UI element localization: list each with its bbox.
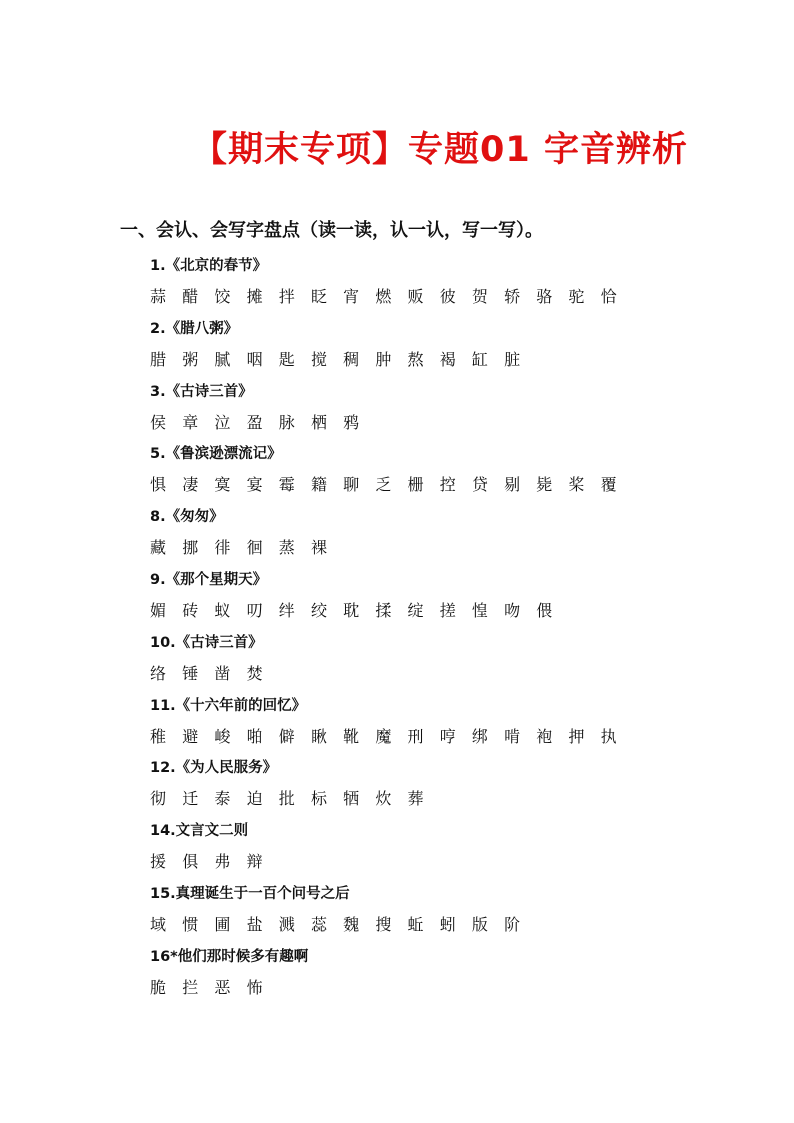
vocabulary-character: 熬 xyxy=(407,349,424,369)
vocabulary-character: 揉 xyxy=(375,600,392,620)
vocabulary-character: 避 xyxy=(182,726,199,746)
vocabulary-character: 绑 xyxy=(471,726,488,746)
vocabulary-character: 版 xyxy=(471,914,488,934)
lesson-block xyxy=(150,252,710,315)
vocabulary-character: 脏 xyxy=(504,349,521,369)
vocabulary-character: 乏 xyxy=(375,475,392,495)
vocabulary-character: 炊 xyxy=(375,789,392,809)
character-row xyxy=(150,343,710,377)
vocabulary-character: 蒸 xyxy=(278,538,295,558)
vocabulary-character: 峻 xyxy=(214,726,231,746)
vocabulary-character: 僻 xyxy=(278,726,295,746)
vocabulary-character: 啪 xyxy=(246,726,263,746)
vocabulary-character: 搅 xyxy=(310,349,327,369)
vocabulary-character: 徘 xyxy=(214,538,231,558)
vocabulary-character: 圃 xyxy=(214,914,231,934)
vocabulary-character: 搓 xyxy=(439,600,456,620)
vocabulary-character: 肿 xyxy=(375,349,392,369)
vocabulary-character: 轿 xyxy=(504,287,521,306)
lesson-title: 15.真理诞生于一百个问号之后 xyxy=(150,885,350,902)
vocabulary-character: 啃 xyxy=(504,726,521,746)
vocabulary-character: 俱 xyxy=(182,852,199,872)
lesson-title: 3.《古诗三首》 xyxy=(150,383,253,400)
lesson-title: 16*他们那时候多有趣啊 xyxy=(150,948,309,965)
vocabulary-character: 籍 xyxy=(310,475,327,495)
vocabulary-character: 粥 xyxy=(182,349,199,369)
character-row xyxy=(150,280,710,314)
vocabulary-character: 稠 xyxy=(343,349,360,369)
character-row xyxy=(150,594,710,628)
lesson-block xyxy=(150,315,710,378)
vocabulary-character: 盈 xyxy=(246,412,263,432)
lesson-block xyxy=(150,378,710,441)
character-row xyxy=(150,406,710,440)
vocabulary-character: 眨 xyxy=(310,287,327,306)
vocabulary-character: 盐 xyxy=(246,914,263,934)
vocabulary-character: 靴 xyxy=(343,726,360,746)
vocabulary-character: 贩 xyxy=(407,287,424,306)
vocabulary-character: 络 xyxy=(150,663,167,683)
page-title xyxy=(0,122,794,172)
character-row xyxy=(150,720,710,754)
vocabulary-character: 脆 xyxy=(150,977,167,997)
vocabulary-character: 阶 xyxy=(504,914,521,934)
vocabulary-character: 褐 xyxy=(439,349,456,369)
vocabulary-character: 骆 xyxy=(536,287,553,306)
lesson-title: 14.文言文二则 xyxy=(150,823,249,840)
vocabulary-character: 泣 xyxy=(214,412,231,432)
lesson-block xyxy=(150,629,710,692)
vocabulary-character: 惯 xyxy=(182,914,199,934)
lesson-block xyxy=(150,817,710,880)
character-row xyxy=(150,845,710,879)
lesson-block xyxy=(150,566,710,629)
vocabulary-character: 拌 xyxy=(278,287,295,306)
vocabulary-character: 蒜 xyxy=(150,287,167,306)
vocabulary-character: 挪 xyxy=(182,538,199,558)
vocabulary-character: 栅 xyxy=(407,475,424,495)
page-title-text: 【期末专项】专题01 字音辨析 xyxy=(192,130,688,170)
vocabulary-character: 缸 xyxy=(471,349,488,369)
vocabulary-character: 凿 xyxy=(214,663,231,683)
vocabulary-character: 魏 xyxy=(343,914,360,934)
vocabulary-character: 醋 xyxy=(182,287,199,306)
vocabulary-character: 章 xyxy=(182,412,199,432)
vocabulary-character: 耽 xyxy=(343,600,360,620)
character-row xyxy=(150,971,710,1005)
character-row xyxy=(150,468,710,502)
vocabulary-character: 燃 xyxy=(375,287,392,306)
vocabulary-character: 驼 xyxy=(568,287,585,306)
vocabulary-character: 霉 xyxy=(278,475,295,495)
vocabulary-character: 拦 xyxy=(182,977,199,997)
vocabulary-character: 牺 xyxy=(343,789,360,809)
vocabulary-character: 绽 xyxy=(407,600,424,620)
vocabulary-character: 援 xyxy=(150,852,167,872)
vocabulary-character: 蚓 xyxy=(439,914,456,934)
lesson-title: 10.《古诗三首》 xyxy=(150,634,263,651)
section-heading: 一、会认、会写字盘点（读一读，认一认，写一写）。 xyxy=(120,220,543,241)
vocabulary-character: 锤 xyxy=(182,663,199,683)
lesson-title: 1.《北京的春节》 xyxy=(150,258,268,274)
vocabulary-character: 覆 xyxy=(600,475,617,495)
vocabulary-character: 绊 xyxy=(278,600,295,620)
lesson-block xyxy=(150,503,710,566)
vocabulary-character: 刑 xyxy=(407,726,424,746)
character-row xyxy=(150,531,710,565)
vocabulary-character: 裸 xyxy=(310,538,327,558)
lesson-block xyxy=(150,943,710,1006)
vocabulary-character: 执 xyxy=(600,726,617,746)
vocabulary-character: 蕊 xyxy=(310,914,327,934)
vocabulary-character: 贺 xyxy=(471,287,488,306)
vocabulary-character: 摊 xyxy=(246,287,263,306)
lesson-block xyxy=(150,692,710,755)
vocabulary-character: 偎 xyxy=(536,600,553,620)
lesson-title: 2.《腊八粥》 xyxy=(150,320,239,337)
vocabulary-character: 葬 xyxy=(407,789,424,809)
vocabulary-character: 袍 xyxy=(536,726,553,746)
vocabulary-character: 控 xyxy=(439,475,456,495)
lesson-list xyxy=(150,252,710,1006)
vocabulary-character: 域 xyxy=(150,914,167,934)
lesson-title: 12.《为人民服务》 xyxy=(150,760,278,777)
vocabulary-character: 哼 xyxy=(439,726,456,746)
vocabulary-character: 媚 xyxy=(150,600,167,620)
vocabulary-character: 徊 xyxy=(246,538,263,558)
vocabulary-character: 瞅 xyxy=(310,726,327,746)
vocabulary-character: 毙 xyxy=(536,475,553,495)
vocabulary-character: 标 xyxy=(310,789,327,809)
vocabulary-character: 侯 xyxy=(150,412,167,432)
vocabulary-character: 恶 xyxy=(214,977,231,997)
vocabulary-character: 弗 xyxy=(214,852,231,872)
vocabulary-character: 迫 xyxy=(246,789,263,809)
vocabulary-character: 押 xyxy=(568,726,585,746)
vocabulary-character: 溅 xyxy=(278,914,295,934)
character-row xyxy=(150,908,710,942)
vocabulary-character: 腻 xyxy=(214,349,231,369)
lesson-block xyxy=(150,754,710,817)
vocabulary-character: 彻 xyxy=(150,789,167,809)
vocabulary-character: 咽 xyxy=(246,349,263,369)
lesson-block xyxy=(150,880,710,943)
vocabulary-character: 寞 xyxy=(214,475,231,495)
vocabulary-character: 魔 xyxy=(375,726,392,746)
vocabulary-character: 鸦 xyxy=(343,412,360,432)
vocabulary-character: 吻 xyxy=(504,600,521,620)
vocabulary-character: 匙 xyxy=(278,349,295,369)
vocabulary-character: 藏 xyxy=(150,538,167,558)
lesson-block xyxy=(150,440,710,503)
vocabulary-character: 腊 xyxy=(150,349,167,369)
vocabulary-character: 蚁 xyxy=(214,600,231,620)
lesson-title: 9.《那个星期天》 xyxy=(150,571,268,588)
character-row xyxy=(150,657,710,691)
vocabulary-character: 批 xyxy=(278,789,295,809)
vocabulary-character: 迁 xyxy=(182,789,199,809)
vocabulary-character: 贷 xyxy=(471,475,488,495)
vocabulary-character: 砖 xyxy=(182,600,199,620)
vocabulary-character: 脉 xyxy=(278,412,295,432)
vocabulary-character: 叨 xyxy=(246,600,263,620)
vocabulary-character: 桨 xyxy=(568,475,585,495)
vocabulary-character: 绞 xyxy=(310,600,327,620)
vocabulary-character: 饺 xyxy=(214,287,231,306)
lesson-title: 5.《鲁滨逊漂流记》 xyxy=(150,446,282,463)
vocabulary-character: 辩 xyxy=(246,852,263,872)
vocabulary-character: 宵 xyxy=(343,287,360,306)
vocabulary-character: 栖 xyxy=(310,412,327,432)
lesson-title: 8.《匆匆》 xyxy=(150,509,224,526)
vocabulary-character: 惧 xyxy=(150,475,167,495)
vocabulary-character: 剔 xyxy=(504,475,521,495)
vocabulary-character: 彼 xyxy=(439,287,456,306)
lesson-title: 11.《十六年前的回忆》 xyxy=(150,697,307,714)
vocabulary-character: 稚 xyxy=(150,726,167,746)
vocabulary-character: 泰 xyxy=(214,789,231,809)
vocabulary-character: 聊 xyxy=(343,475,360,495)
character-row xyxy=(150,782,710,816)
vocabulary-character: 惶 xyxy=(471,600,488,620)
vocabulary-character: 恰 xyxy=(600,287,617,306)
vocabulary-character: 蚯 xyxy=(407,914,424,934)
vocabulary-character: 焚 xyxy=(246,663,263,683)
vocabulary-character: 搜 xyxy=(375,914,392,934)
vocabulary-character: 宴 xyxy=(246,475,263,495)
vocabulary-character: 怖 xyxy=(246,977,263,997)
vocabulary-character: 凄 xyxy=(182,475,199,495)
